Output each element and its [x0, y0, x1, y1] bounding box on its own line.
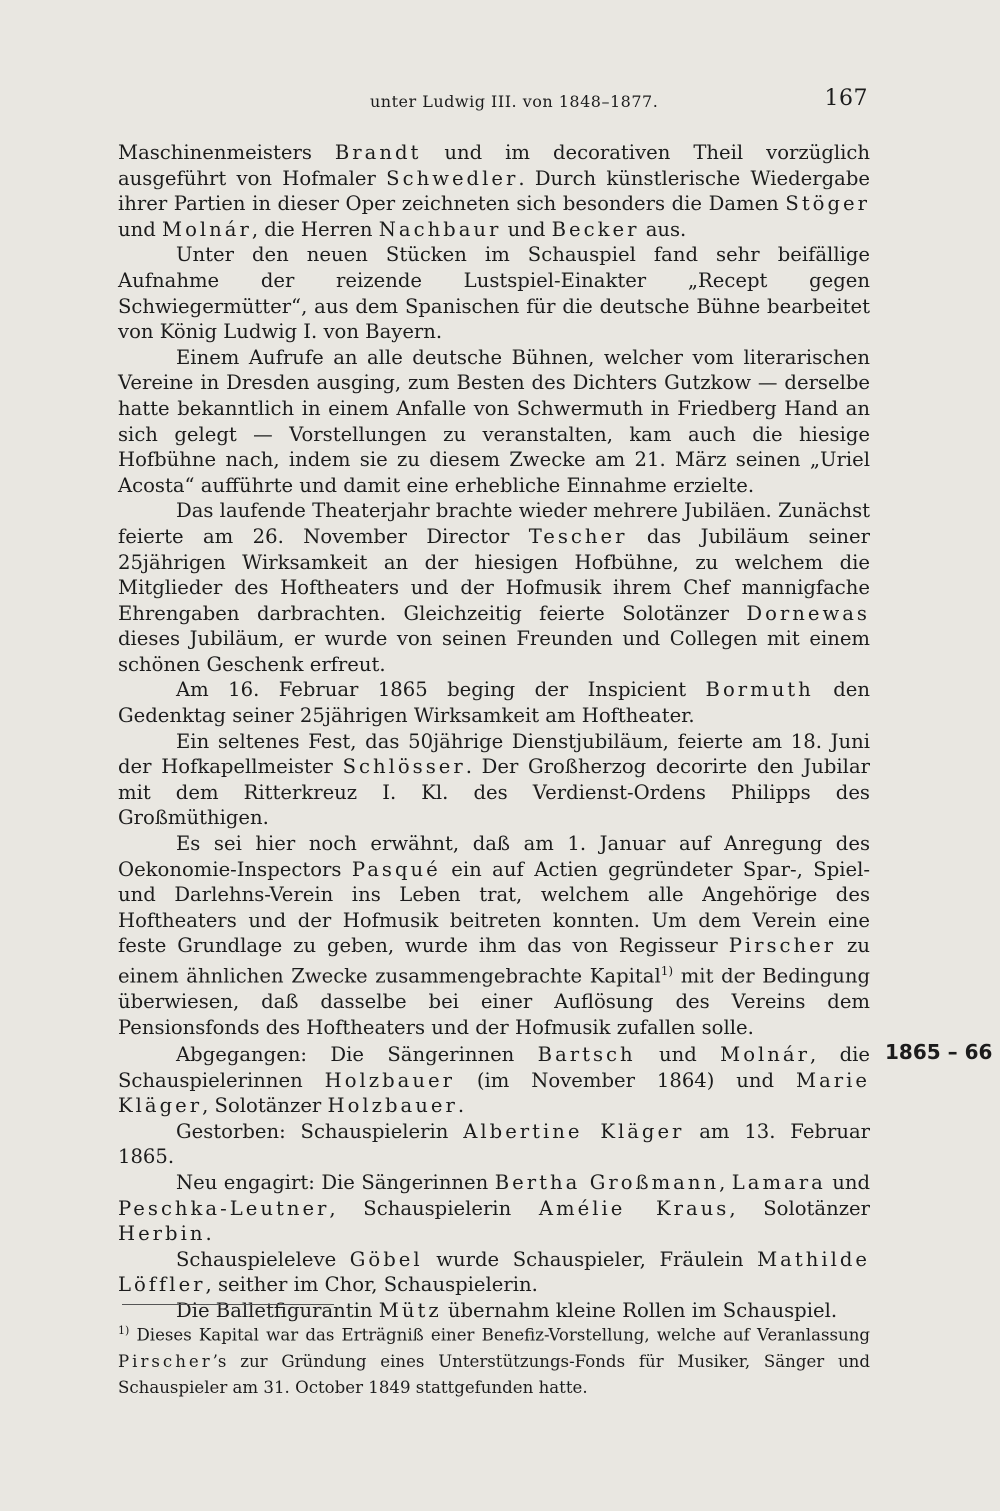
name-spaced: Schlösser [342, 755, 466, 779]
text-run: , Solotänzer [202, 1094, 328, 1118]
text-run: zu einem ähnlichen Zwecke zusammengebrachte Kapital [118, 934, 870, 988]
paragraph [118, 140, 870, 242]
text-run: Das laufende Theaterjahr brachte wieder mehrere Jubiläen. Zunächst feierte am 26. November Director [118, 499, 870, 548]
text-run: Schauspieleleve [176, 1247, 350, 1271]
name-spaced: Brandt [334, 141, 422, 164]
text-run: , die Herren [251, 217, 379, 241]
footnote-reference: 1) [660, 964, 674, 978]
footnote [118, 1318, 870, 1401]
text-run: wurde Schauspieler, Fräulein [422, 1247, 758, 1271]
footnote-divider [122, 1304, 334, 1305]
name-spaced: Albertine Kläger [463, 1119, 685, 1143]
name-spaced: Schwedler [386, 166, 519, 190]
text-run: , Solotänzer [729, 1196, 870, 1220]
text-run: . Durch künstlerische Wiedergabe ihrer Partien in dieser Oper zeichneten sich besonders die Damen [118, 166, 870, 216]
name-spaced: Molnár [162, 217, 252, 241]
text-run: mit der Bedingung überwiesen, daß dasselbe bei einer Auflösung des Vereins dem Pensionsfonds des Hoftheaters und der Hofmusik zufallen solle. [118, 964, 870, 1039]
margin-year-note: 1865 – 66 [885, 1040, 993, 1064]
text-run: ’s zur Gründung eines Unterstützungs-Fonds für Musiker, Sänger und Schauspieler am 31. October 1849 stattgefunden hatte. [118, 1351, 870, 1397]
text-run: , [719, 1170, 732, 1194]
name-spaced: Dornewas [746, 601, 870, 625]
name-spaced: Pasqué [351, 857, 441, 881]
name-spaced: Pirscher [118, 1351, 213, 1371]
text-run: und [501, 217, 552, 241]
paragraph [118, 729, 870, 831]
text-run: und [635, 1043, 721, 1066]
text-run: Maschinenmeisters [118, 141, 335, 164]
name-spaced: Herbin [118, 1222, 206, 1246]
text-run: Am 16. Februar 1865 beging der Inspicient [176, 678, 706, 702]
paragraph [118, 677, 870, 728]
text-run: und [118, 217, 163, 241]
name-spaced: Lamara [731, 1170, 826, 1194]
name-spaced: Bormuth [705, 678, 814, 702]
text-run: (im November 1864) und [454, 1068, 797, 1092]
name-spaced: Holzbauer [324, 1068, 455, 1092]
text-run: , die Schauspielerinnen [118, 1043, 870, 1092]
text-run: das Jubiläum seiner 25jährigen Wirksamkeit an der hiesigen Hofbühne, zu welchem die Mitglieder des Hoftheaters und der Hofmusik ihrem Chef mannigfache Ehrengaben darbrachten. Gleichzeitig feierte Solotänzer [118, 524, 870, 625]
running-head-title: unter Ludwig III. von 1848–1877. [370, 92, 659, 111]
text-run: und im decorativen Theil vorzüglich ausgeführt von Hofmaler [118, 141, 870, 190]
name-spaced: Amélie Kraus [538, 1196, 730, 1220]
text-run: . Der Großherzog decorirte den Jubilar mit dem Ritterkreuz I. Kl. des Verdienst-Ordens Philipps des Großmüthigen. [118, 755, 871, 830]
paragraph [118, 1042, 870, 1119]
footnote-text [118, 1318, 870, 1401]
name-spaced: Peschka-Leutner [118, 1196, 330, 1220]
name-spaced: Mütz [378, 1298, 442, 1322]
text-run: Ein seltenes Fest, das 50jährige Dienstjubiläum, feierte am 18. Juni der Hofkapellmeister [118, 729, 870, 779]
name-spaced: Pirscher [728, 934, 837, 958]
name-spaced: Stöger [785, 192, 870, 216]
paragraph [118, 1119, 870, 1170]
paragraph [118, 498, 870, 677]
paragraph: Einem Aufrufe an alle deutsche Bühnen, welcher vom literarischen Vereine in Dresden ausging, zum Besten des Dichters Gutzkow — derselbe hatte bekanntlich in einem Anfalle von Schwermuth in Friedberg Hand an sich gelegt — Vorstellungen zu veranstalten, kam auch die hiesige Hofbühne nach, indem sie zu diesem Zwecke am 21. März seinen „Uriel Acosta“ aufführte und damit eine erhebliche Einnahme erzielte. [118, 345, 870, 497]
name-spaced: Holzbauer [327, 1094, 458, 1118]
name-spaced: Tescher [528, 524, 628, 548]
paragraph [118, 1170, 870, 1247]
paragraph [118, 831, 870, 1040]
main-text [118, 140, 870, 1040]
paragraph [118, 1247, 870, 1298]
text-run: dieses Jubiläum, er wurde von seinen Freunden und Collegen mit einem schönen Geschenk erfreut. [118, 627, 870, 676]
text-run: Abgegangen: Die Sängerinnen [176, 1043, 538, 1066]
name-spaced: Mathilde Löffler [118, 1247, 870, 1297]
personnel-section [118, 1042, 870, 1324]
name-spaced: Nachbaur [378, 217, 502, 241]
text-run: Dieses Kapital war das Erträgniß einer Benefiz-Vorstellung, welche auf Veranlassung [129, 1325, 870, 1345]
name-spaced: Göbel [349, 1247, 423, 1271]
name-spaced: Becker [551, 217, 640, 241]
name-spaced: Bertha Großmann [494, 1170, 720, 1194]
name-spaced: Bartsch [537, 1043, 636, 1066]
text-run: , Schauspielerin [329, 1196, 539, 1220]
text-run: Gestorben: Schauspielerin [176, 1119, 464, 1143]
paragraph: Unter den neuen Stücken im Schauspiel fand sehr beifällige Aufnahme der reizende Lustspiel-Einakter „Recept gegen Schwiegermütter“, aus dem Spanischen für die deutsche Bühne bearbeitet von König Ludwig I. von Bayern. [118, 243, 870, 344]
text-run: am 13. Februar 1865. [118, 1119, 870, 1169]
text-run: aus. [639, 217, 687, 241]
text-run: , seither im Chor, Schauspielerin. [205, 1273, 538, 1297]
text-run: Die Balletfigurantin [176, 1298, 379, 1322]
name-spaced: Molnár [720, 1043, 810, 1066]
text-run: . [457, 1094, 465, 1118]
footnote-marker: 1) [118, 1324, 130, 1337]
text-run: Neu engagirt: Die Sängerinnen [176, 1170, 495, 1194]
text-run: und [825, 1170, 870, 1194]
text-run: den Gedenktag seiner 25jährigen Wirksamkeit am Hoftheater. [118, 678, 870, 728]
name-spaced: Marie Kläger [118, 1068, 870, 1118]
text-run: . [205, 1222, 212, 1246]
text-run: Es sei hier noch erwähnt, daß am 1. Januar auf Anregung des Oekonomie-Inspectors [118, 832, 870, 881]
page-number: 167 [824, 86, 868, 111]
text-run: ein auf Actien gegründeter Spar-, Spiel- und Darlehns-Verein ins Leben trat, welchem alle Angehörige des Hoftheaters und der Hofmusik beitreten konnten. Um dem Verein eine feste Grundlage zu geben, wurde ihm das von Regisseur [118, 857, 870, 958]
text-run: übernahm kleine Rollen im Schauspiel. [441, 1298, 838, 1322]
